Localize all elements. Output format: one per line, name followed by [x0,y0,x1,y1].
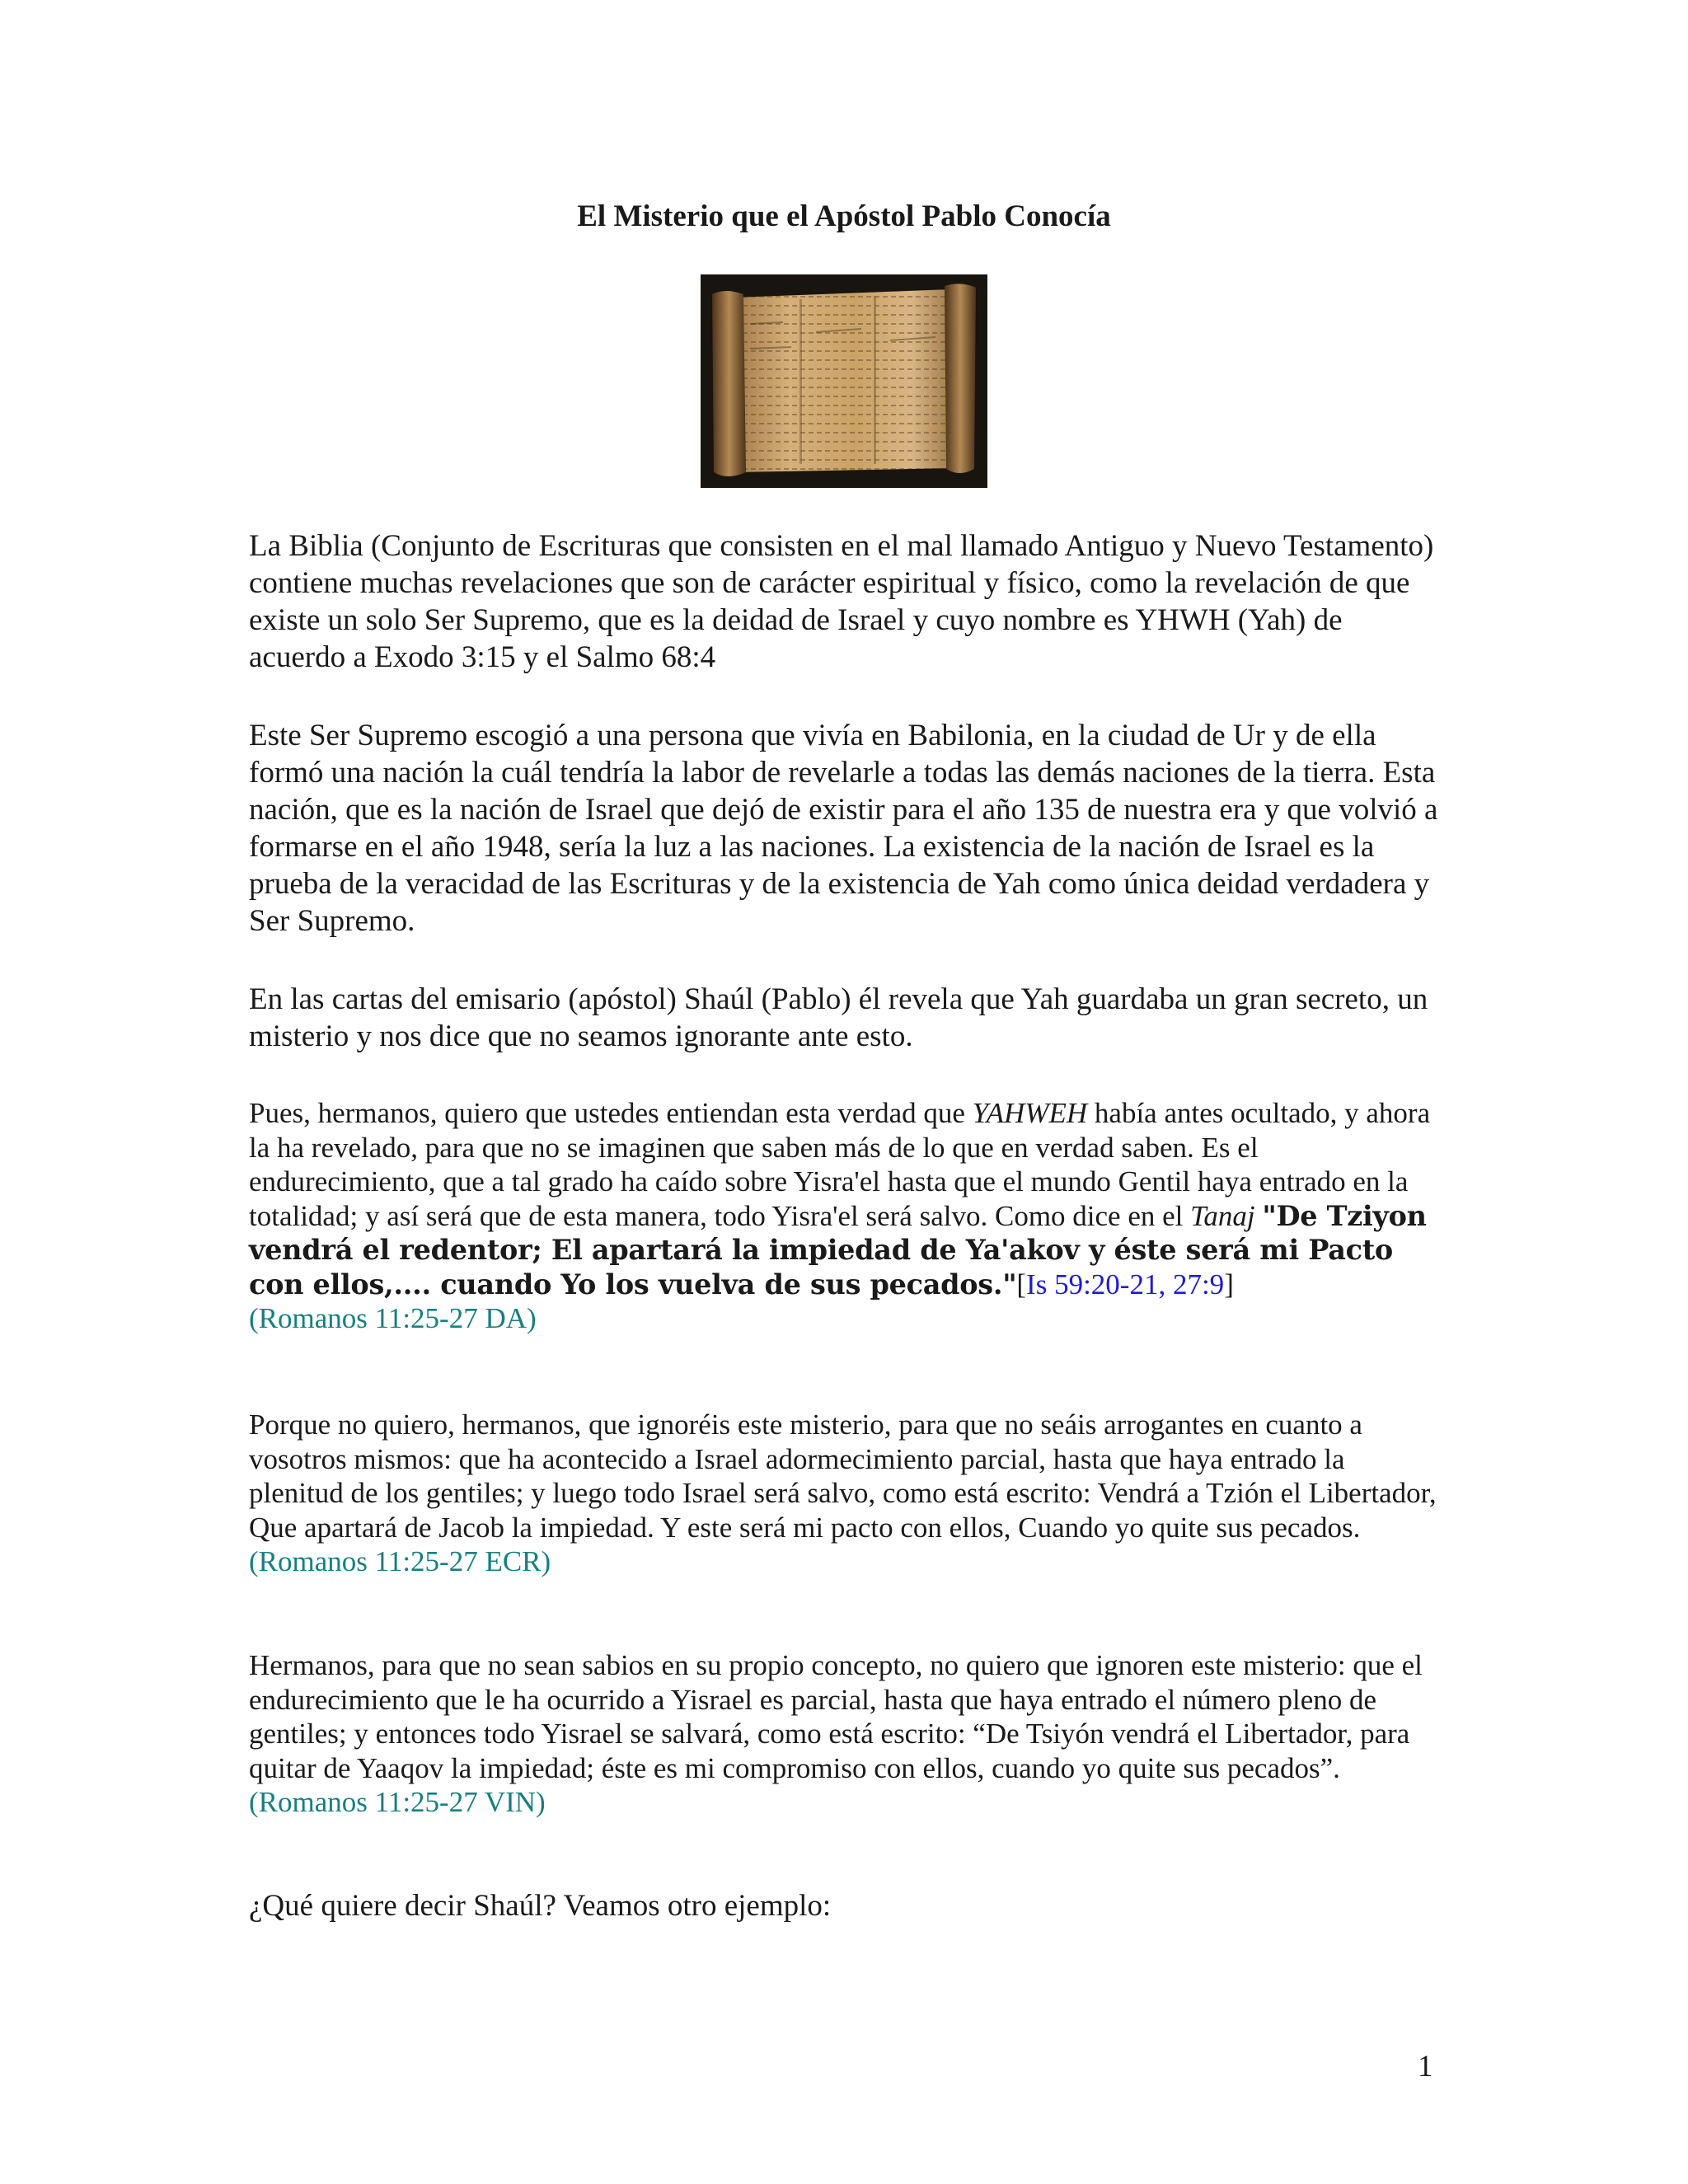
chosen-nation-paragraph: Este Ser Supremo escogió a una persona que vivía en Babilonia, en la ciudad de Ur y de ella formó una nación la cuál tendría la labor de revelarle a todas las demás naciones de la tierra. Esta nación, que es la nación de Israel que dejó de existir para el año 135 de nuestra era y que volvió a formarse en el año 1948, sería la luz a las naciones. La existencia de la nación de Israel es la prueba de la veracidad de las Escrituras y de la existencia de Yah como única deidad verdadera y Ser Supremo. [249,719,1438,938]
bracket-close: ] [1224,1268,1234,1301]
tanaj-word: Tanaj [1190,1199,1255,1232]
document-title: El Misterio que el Apóstol Pablo Conocía [577,199,1111,233]
tziyon-bold-quote: "De Tziyon vendrá el redentor; El apartará la impiedad de Ya'akov y éste será mi Pacto con ellos,.... cuando Yo los vuelva de sus pecados." [249,1199,1427,1301]
yahweh-word: YAHWEH [972,1097,1088,1129]
bracket-open: [ [1016,1268,1027,1301]
quote-da-paragraph [249,1096,1444,1336]
intro-paragraph: La Biblia (Conjunto de Escrituras que consisten en el mal llamado Antiguo y Nuevo Testamento) contiene muchas revelaciones que son de carácter espiritual y físico, como la revelación de que existe un solo Ser Supremo, que es la deidad de Israel y cuyo nombre es YHWH (Yah) de acuerdo a Exodo 3:15 y el Salmo 68:4 [249,529,1434,674]
quote-ecr-paragraph [249,1408,1444,1579]
romanos-ecr-reference: (Romanos 11:25-27 ECR) [249,1545,551,1577]
shaul-secret-paragraph: En las cartas del emisario (apóstol) Shaúl (Pablo) él revela que Yah guardaba un gran secreto, un misterio y nos dice que no seamos ignorante ante esto. [249,982,1428,1053]
quote-da-text-start: Pues, hermanos, quiero que ustedes entiendan esta verdad que [249,1097,973,1129]
quote-da-text-middle: había antes ocultado, y ahora la ha revelado, para que no se imaginen que saben más de lo que en verdad saben. Es el endurecimiento, que a tal grado ha caído sobre Yisra'el hasta que el mundo Gentil haya entrado en la totalidad; y así será que de esta manera, todo Yisra'el será salvo. Como dice en el [249,1097,1431,1232]
ancient-scroll-image [701,274,987,488]
page-number: 1 [1418,2050,1433,2083]
scroll-illustration [701,274,987,488]
quote-vin-text: Hermanos, para que no sean sabios en su propio concepto, no quiero que ignoren este misterio: que el endurecimiento que le ha ocurrido a Yisrael es parcial, hasta que haya entrado el número pleno de gentiles; y entonces todo Yisrael se salvará, como está escrito: “De Tsiyón vendrá el Libertador, para quitar de Yaaqov la impiedad; éste es mi compromiso con ellos, cuando yo quite sus pecados”. [249,1649,1423,1784]
isaiah-reference-link[interactable]: Is 59:20-21, 27:9 [1026,1268,1225,1301]
romanos-da-reference: (Romanos 11:25-27 DA) [249,1302,537,1334]
closing-question: ¿Qué quiere decir Shaúl? Veamos otro ejemplo: [249,1889,832,1923]
quote-ecr-text: Porque no quiero, hermanos, que ignoréis este misterio, para que no seáis arrogantes en cuanto a vosotros mismos: que ha acontecido a Israel adormecimiento parcial, hasta que haya entrado la plenitud de los gentiles; y luego todo Israel será salvo, como está escrito: Vendrá a Tzión el Libertador, Que apartará de Jacob la impiedad. Y este será mi pacto con ellos, Cuando yo quite sus pecados. [249,1408,1437,1544]
romanos-vin-reference: (Romanos 11:25-27 VIN) [249,1786,546,1818]
quote-vin-paragraph [249,1648,1444,1820]
